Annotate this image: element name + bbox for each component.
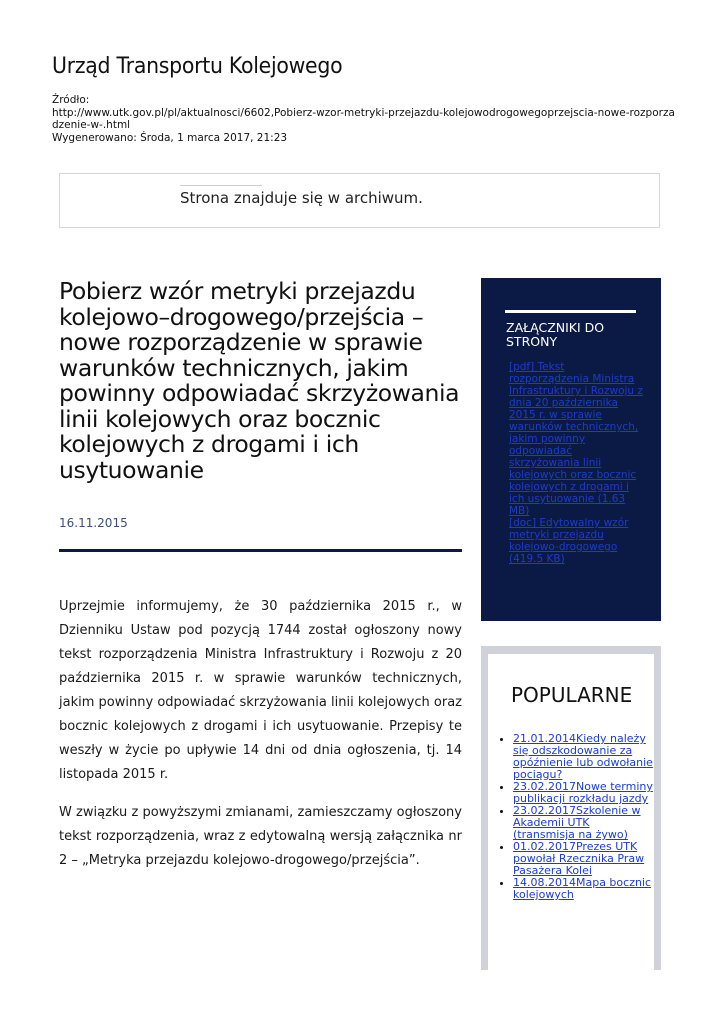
article-date: 16.11.2015 bbox=[59, 516, 128, 530]
attachment-link-doc[interactable]: [doc] Edytowalny wzór metryki przejazdu kolejowo-drogowego (419.5 KB) bbox=[509, 517, 629, 565]
source-label: Źródło: bbox=[52, 94, 90, 106]
archive-notice: Strona znajduje się w archiwum. bbox=[180, 189, 423, 207]
popular-heading: POPULARNE bbox=[511, 683, 633, 707]
generated-date: Wygenerowano: Środa, 1 marca 2017, 21:23 bbox=[52, 131, 288, 144]
article-paragraph-1: Uprzejmie informujemy, że 30 października 2015 r., w Dzienniku Ustaw pod pozycją 1744 został ogłoszony nowy tekst rozporządzenia Ministra Infrastruktury i Rozwoju z 20 października 2015 r. w sprawie warunków technicznych, jakim powinny odpowiadać skrzyżowania linii kolejowych oraz bocznic kolejowych z drogami i ich usytuowanie. Przepisy te weszły w życie po upływie 14 dni od dnia ogłoszenia, tj. 14 listopada 2015 r. bbox=[59, 599, 462, 782]
popular-link[interactable]: 01.02.2017Prezes UTK powołał Rzecznika Praw Pasażera Kolei bbox=[513, 840, 645, 877]
archive-divider bbox=[180, 185, 262, 186]
article-title: Pobierz wzór metryki przejazdu kolejowo–drogowego/przejścia – nowe rozporządzenie w sprawie warunków technicznych, jakim powinny odpowiadać skrzyżowania linii kolejowych oraz bocznic kolejowych z drogami i ich usytuowanie bbox=[59, 277, 460, 484]
title-rule bbox=[59, 549, 462, 552]
list-item bbox=[513, 781, 653, 805]
list-item bbox=[513, 805, 653, 841]
popular-panel bbox=[481, 646, 661, 970]
source-url-line1: http://www.utk.gov.pl/pl/aktualnosci/6602,Pobierz-wzor-metryki-przejazdu-kolejowodrogowegoprzejscia-nowe-rozporza bbox=[52, 106, 675, 119]
attachments-list bbox=[509, 361, 644, 565]
archive-notice-box bbox=[59, 173, 660, 228]
popular-link[interactable]: 14.08.2014Mapa bocznic kolejowych bbox=[513, 876, 652, 901]
attachments-divider bbox=[505, 310, 636, 313]
list-item bbox=[513, 841, 653, 877]
attachments-panel bbox=[481, 278, 661, 621]
popular-list bbox=[499, 733, 653, 901]
popular-link[interactable]: 23.02.2017Nowe terminy publikacji rozkładu jazdy bbox=[513, 780, 653, 805]
article-paragraph-2: W związku z powyższymi zmianami, zamieszczamy ogłoszony tekst rozporządzenia, wraz z edytowalną wersją załącznika nr 2 – „Metryka przejazdu kolejowo-drogowego/przejścia”. bbox=[59, 805, 462, 868]
source-url-line2: dzenie-w-.html bbox=[52, 119, 131, 131]
article-body bbox=[59, 595, 462, 887]
site-title: Urząd Transportu Kolejowego bbox=[52, 54, 343, 79]
popular-link[interactable]: 23.02.2017Szkolenie w Akademii UTK (transmisja na żywo) bbox=[513, 804, 641, 841]
attachments-heading: ZAŁĄCZNIKI DO STRONY bbox=[506, 320, 605, 349]
attachment-link-pdf[interactable]: [pdf] Tekst rozporządzenia Ministra Infrastruktury i Rozwoju z dnia 20 października 2015 r. w sprawie warunków technicznych, jakim powinny odpowiadać skrzyżowania linii kolejowych oraz bocznic kolejowych z drogami i ich usytuowanie (1.63 MB) bbox=[509, 361, 643, 517]
popular-link[interactable]: 21.01.2014Kiedy należy się odszkodowanie za opóźnienie lub odwołanie pociągu? bbox=[513, 732, 653, 781]
source-meta bbox=[52, 94, 682, 144]
list-item bbox=[513, 877, 653, 901]
list-item bbox=[513, 733, 653, 781]
